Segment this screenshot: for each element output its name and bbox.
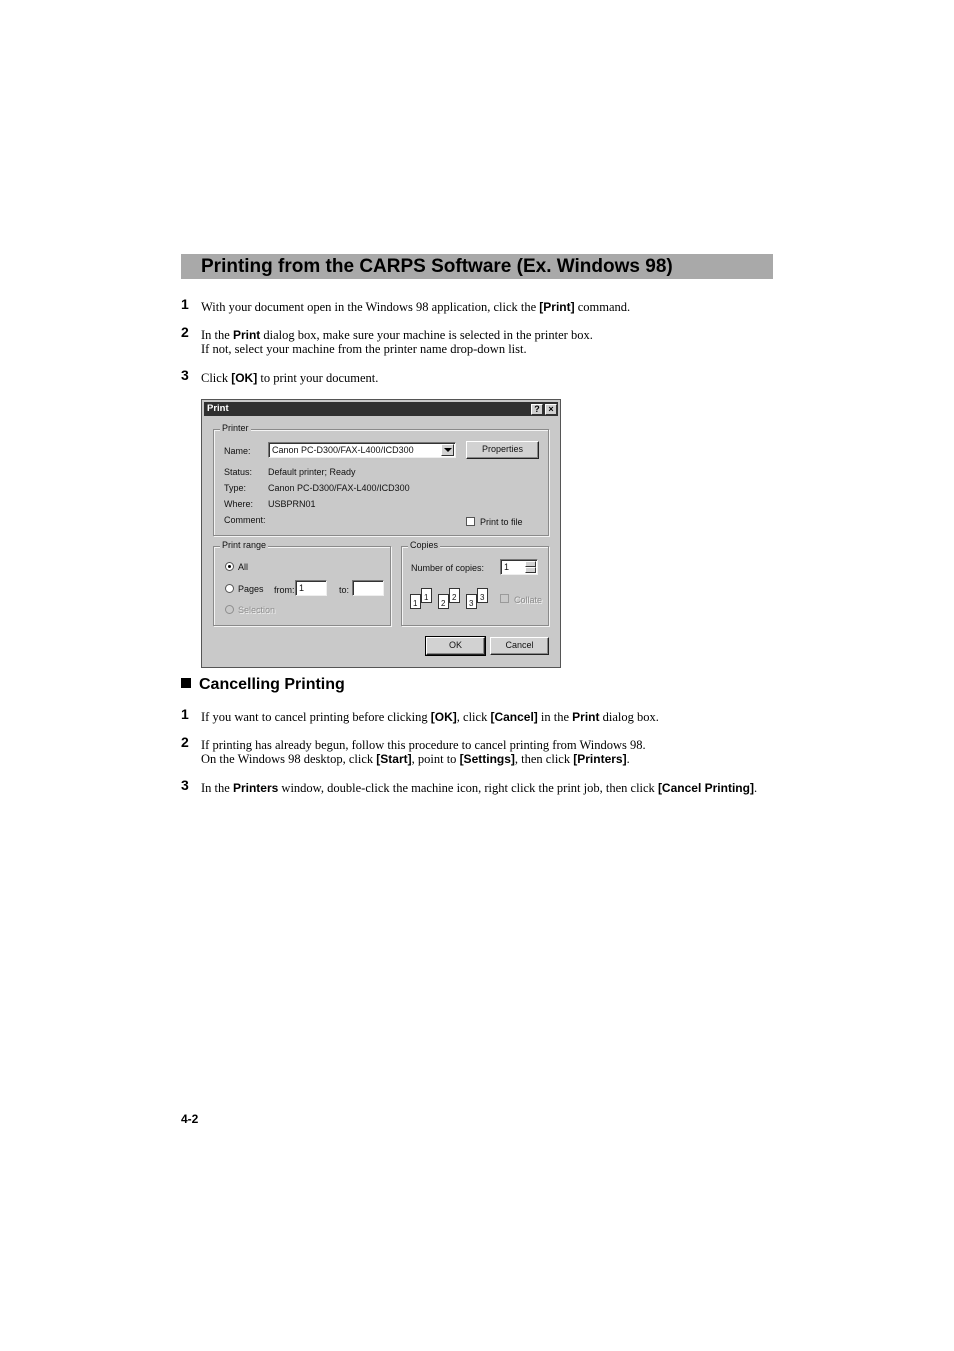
bullet-square-icon [181,678,191,688]
printer-group-label: Printer [222,423,249,433]
step-text: If printing has already begun, follow this procedure to cancel printing from Windows 98. [201,738,646,752]
collate-page: 2 [438,594,449,609]
step-text-line2: On the Windows 98 desktop, click [Start], point to [Settings], then click [Printers]. [201,752,630,766]
step-text: Click [OK] to print your document. [201,371,379,385]
ok-button[interactable]: OK [426,637,485,655]
collate-label: Collate [514,595,543,605]
printer-name-dropdown[interactable] [268,442,456,458]
collate-page: 3 [466,594,477,609]
from-input[interactable] [295,580,327,596]
selection-label: Selection [238,605,276,615]
pages-radio[interactable] [225,584,234,593]
to-label: to: [339,585,350,595]
collate-page: 1 [410,594,421,609]
printer-name-value: Canon PC-D300/FAX-L400/ICD300 [272,445,414,455]
type-label: Type: [224,483,247,493]
step-text: If you want to cancel printing before clicking [OK], click [Cancel] in the Print dialog box. [201,710,659,724]
step-number: 2 [181,324,189,340]
number-of-copies-spinner[interactable] [500,559,538,575]
collate-page: 1 [421,588,432,603]
print-dialog [201,399,561,668]
comment-label: Comment: [224,515,266,525]
number-of-copies-label: Number of copies: [411,563,485,573]
all-label: All [238,562,249,572]
from-value: 1 [299,583,305,593]
page-number: 4-2 [181,1112,199,1126]
where-label: Where: [224,499,254,509]
chevron-down-icon[interactable] [441,444,454,456]
step-number: 1 [181,296,189,312]
type-value: Canon PC-D300/FAX-L400/ICD300 [268,483,410,493]
spinner-down-icon[interactable] [525,567,536,573]
copies-group-label: Copies [410,540,439,550]
copies-group [401,540,549,626]
print-to-file-label: Print to file [480,517,523,527]
step-text: With your document open in the Windows 98 application, click the [Print] command. [201,300,631,314]
print-range-group-label: Print range [222,540,267,550]
step-number: 1 [181,706,189,722]
step-text-line2: If not, select your machine from the printer name drop-down list. [201,342,527,356]
pages-label: Pages [238,584,264,594]
status-value: Default printer; Ready [268,467,356,477]
to-input[interactable] [352,580,384,596]
properties-button[interactable]: Properties [466,441,539,459]
print-to-file-checkbox[interactable] [466,517,475,526]
step-text: In the Print dialog box, make sure your machine is selected in the printer box. [201,328,593,342]
collate-checkbox[interactable] [500,594,509,603]
name-label: Name: [224,446,251,456]
step-number: 2 [181,734,189,750]
close-button[interactable]: × [545,404,557,415]
cancelling-printing-heading: Cancelling Printing [181,676,345,694]
where-value: USBPRN01 [268,499,316,509]
step-text: In the Printers window, double-click the machine icon, right click the print job, then click [Cancel Printing]. [201,781,758,795]
cancel-button[interactable]: Cancel [490,637,549,655]
all-radio[interactable] [225,562,234,571]
number-of-copies-value: 1 [504,562,510,572]
dialog-title: Print [207,403,229,414]
section-title-bar [181,254,773,279]
status-label: Status: [224,467,253,477]
step-number: 3 [181,367,189,383]
help-button[interactable]: ? [531,404,543,415]
collate-page: 2 [449,588,460,603]
dialog-titlebar [204,402,558,416]
selection-radio[interactable] [225,605,234,614]
from-label: from: [274,585,295,595]
section-title: Printing from the CARPS Software (Ex. Windows 98) [201,256,673,277]
collate-page: 3 [477,588,488,603]
step-number: 3 [181,777,189,793]
